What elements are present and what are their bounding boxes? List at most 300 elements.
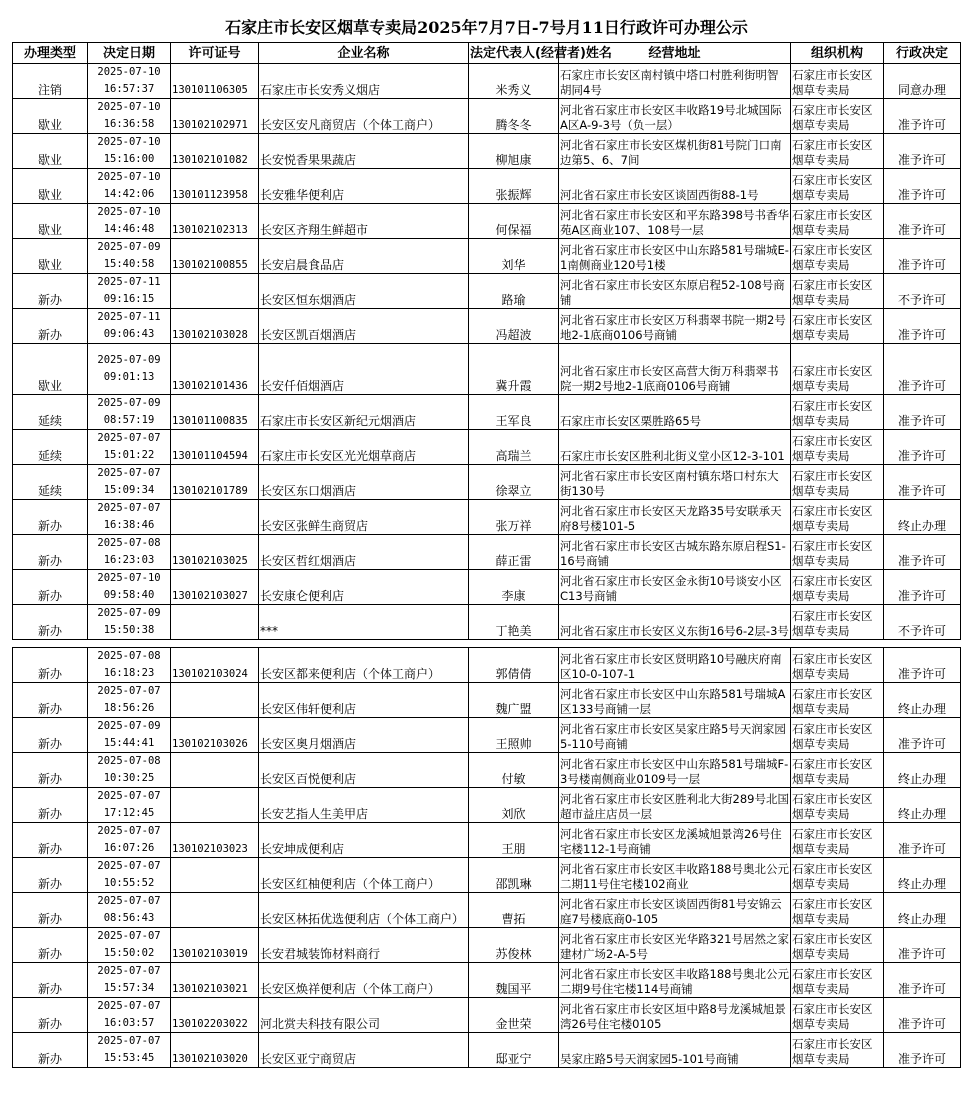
header-company: 企业名称 <box>259 43 469 64</box>
header-type: 办理类型 <box>13 43 88 64</box>
cell-address: 河北省石家庄市长安区南村镇东塔口村东大街130号 <box>559 465 791 500</box>
cell-address: 河北省石家庄市长安区中山东路581号瑞城A区133号商铺一层 <box>559 683 791 718</box>
cell-decision: 准予许可 <box>884 535 961 570</box>
cell-license: 130102101789 <box>171 465 259 500</box>
cell-license <box>171 788 259 823</box>
cell-type: 延续 <box>13 465 88 500</box>
cell-type: 新办 <box>13 858 88 893</box>
cell-license <box>171 605 259 640</box>
cell-person: 邸亚宁 <box>469 1033 559 1068</box>
cell-license: 130102100855 <box>171 239 259 274</box>
decision-date: 2025-07-07 <box>97 930 161 942</box>
table-gap-row <box>13 640 961 648</box>
cell-org: 石家庄市长安区烟草专卖局 <box>791 500 884 535</box>
decision-time: 16:57:37 <box>103 83 155 95</box>
cell-date <box>88 753 171 788</box>
cell-company: 长安仟佰烟酒店 <box>259 344 469 395</box>
decision-date: 2025-07-09 <box>97 397 161 409</box>
cell-org: 石家庄市长安区烟草专卖局 <box>791 395 884 430</box>
cell-type: 新办 <box>13 683 88 718</box>
table-row <box>13 500 961 535</box>
cell-company: 长安区哲红烟酒店 <box>259 535 469 570</box>
cell-company: 长安区凯百烟酒店 <box>259 309 469 344</box>
cell-type: 新办 <box>13 998 88 1033</box>
cell-person: 王照帅 <box>469 718 559 753</box>
cell-type: 延续 <box>13 395 88 430</box>
cell-address: 河北省石家庄市长安区谈固西街81号安锦云庭7号楼底商0-105 <box>559 893 791 928</box>
decision-time: 09:06:43 <box>103 328 155 340</box>
cell-company: 长安区百悦便利店 <box>259 753 469 788</box>
decision-time: 10:30:25 <box>103 772 155 784</box>
cell-license: 130101123958 <box>171 169 259 204</box>
cell-address: 河北省石家庄市长安区和平东路398号书香华苑A区商业107、108号一层 <box>559 204 791 239</box>
cell-person: 丁艳美 <box>469 605 559 640</box>
cell-company: 长安雅华便利店 <box>259 169 469 204</box>
cell-org: 石家庄市长安区烟草专卖局 <box>791 998 884 1033</box>
cell-license: 130102103026 <box>171 718 259 753</box>
decision-date: 2025-07-07 <box>97 790 161 802</box>
table-row <box>13 395 961 430</box>
decision-time: 09:01:13 <box>103 371 155 383</box>
cell-company: 石家庄市长安区光光烟草商店 <box>259 430 469 465</box>
decision-date: 2025-07-11 <box>97 276 161 288</box>
cell-company: 长安区齐翔生鲜超市 <box>259 204 469 239</box>
cell-date <box>88 893 171 928</box>
table-row <box>13 309 961 344</box>
decision-time: 15:16:00 <box>103 153 155 165</box>
cell-company: 长安区东口烟酒店 <box>259 465 469 500</box>
cell-person: 柳旭康 <box>469 134 559 169</box>
cell-address: 河北省石家庄市长安区垣中路8号龙溪城旭景湾26号住宅楼0105 <box>559 998 791 1033</box>
header-address: 经营地址 <box>559 43 791 64</box>
decision-time: 08:57:19 <box>103 414 155 426</box>
cell-type: 新办 <box>13 823 88 858</box>
cell-company: 长安坤成便利店 <box>259 823 469 858</box>
cell-decision: 终止办理 <box>884 753 961 788</box>
cell-license <box>171 893 259 928</box>
decision-date: 2025-07-10 <box>97 572 161 584</box>
cell-type: 歇业 <box>13 239 88 274</box>
cell-company: 长安康仑便利店 <box>259 570 469 605</box>
cell-type: 新办 <box>13 788 88 823</box>
cell-type: 新办 <box>13 500 88 535</box>
cell-org: 石家庄市长安区烟草专卖局 <box>791 788 884 823</box>
cell-company: 长安区伟轩便利店 <box>259 683 469 718</box>
table-row <box>13 753 961 788</box>
cell-address: 河北省石家庄市长安区贤明路10号融庆府南区10-0-107-1 <box>559 648 791 683</box>
decision-date: 2025-07-10 <box>97 206 161 218</box>
cell-type: 新办 <box>13 570 88 605</box>
cell-org: 石家庄市长安区烟草专卖局 <box>791 430 884 465</box>
table-row <box>13 998 961 1033</box>
table-row <box>13 893 961 928</box>
cell-address: 河北省石家庄市长安区谈固西街88-1号 <box>559 169 791 204</box>
cell-company: 长安区红柚便利店（个体工商户） <box>259 858 469 893</box>
cell-decision: 准予许可 <box>884 998 961 1033</box>
cell-person: 李康 <box>469 570 559 605</box>
cell-date <box>88 344 171 395</box>
cell-license: 130102203022 <box>171 998 259 1033</box>
decision-time: 14:42:06 <box>103 188 155 200</box>
table-row <box>13 169 961 204</box>
cell-license: 130101106305 <box>171 64 259 99</box>
cell-org: 石家庄市长安区烟草专卖局 <box>791 963 884 998</box>
decision-date: 2025-07-09 <box>97 607 161 619</box>
cell-type: 新办 <box>13 893 88 928</box>
header-license: 许可证号 <box>171 43 259 64</box>
cell-company: 长安区安凡商贸店（个体工商户） <box>259 99 469 134</box>
cell-license: 130102103019 <box>171 928 259 963</box>
cell-org: 石家庄市长安区烟草专卖局 <box>791 204 884 239</box>
table-row <box>13 344 961 395</box>
cell-person: 米秀义 <box>469 64 559 99</box>
cell-person: 郭倩倩 <box>469 648 559 683</box>
cell-org: 石家庄市长安区烟草专卖局 <box>791 344 884 395</box>
cell-address: 河北省石家庄市长安区高营大街万科翡翠书院一期2号地2-1底商0106号商铺 <box>559 344 791 395</box>
cell-decision: 准予许可 <box>884 169 961 204</box>
cell-person: 魏国平 <box>469 963 559 998</box>
cell-person: 徐翠立 <box>469 465 559 500</box>
decision-date: 2025-07-07 <box>97 965 161 977</box>
cell-decision: 准予许可 <box>884 309 961 344</box>
cell-org: 石家庄市长安区烟草专卖局 <box>791 99 884 134</box>
cell-date <box>88 648 171 683</box>
cell-person: 薛正雷 <box>469 535 559 570</box>
cell-org: 石家庄市长安区烟草专卖局 <box>791 648 884 683</box>
decision-time: 09:58:40 <box>103 589 155 601</box>
cell-date <box>88 1033 171 1068</box>
cell-company: 长安区都来便利店（个体工商户） <box>259 648 469 683</box>
cell-license: 130102101436 <box>171 344 259 395</box>
cell-date <box>88 465 171 500</box>
cell-person: 高瑞兰 <box>469 430 559 465</box>
decision-time: 15:50:38 <box>103 624 155 636</box>
cell-person: 金世荣 <box>469 998 559 1033</box>
cell-date <box>88 430 171 465</box>
cell-decision: 准予许可 <box>884 963 961 998</box>
cell-address: 河北省石家庄市长安区义东街16号6-2层-3号 <box>559 605 791 640</box>
cell-person: 王朋 <box>469 823 559 858</box>
cell-org: 石家庄市长安区烟草专卖局 <box>791 1033 884 1068</box>
cell-license: 130102103025 <box>171 535 259 570</box>
cell-license: 130102102971 <box>171 99 259 134</box>
cell-date <box>88 64 171 99</box>
cell-person: 冯超波 <box>469 309 559 344</box>
decision-time: 18:56:26 <box>103 702 155 714</box>
decision-date: 2025-07-07 <box>97 1000 161 1012</box>
cell-address: 河北省石家庄市长安区古城东路东原启程S1-16号商铺 <box>559 535 791 570</box>
cell-person: 冀升霞 <box>469 344 559 395</box>
license-table <box>12 42 961 1068</box>
table-row <box>13 963 961 998</box>
cell-type: 新办 <box>13 1033 88 1068</box>
cell-company: 长安区亚宁商贸店 <box>259 1033 469 1068</box>
cell-license: 130102103027 <box>171 570 259 605</box>
cell-person: 邵凯琳 <box>469 858 559 893</box>
cell-address: 河北省石家庄市长安区东原启程52-108号商铺 <box>559 274 791 309</box>
cell-date <box>88 134 171 169</box>
decision-date: 2025-07-09 <box>97 241 161 253</box>
cell-company: 长安区林拓优选便利店（个体工商户） <box>259 893 469 928</box>
decision-time: 08:56:43 <box>103 912 155 924</box>
cell-type: 新办 <box>13 963 88 998</box>
cell-decision: 终止办理 <box>884 893 961 928</box>
cell-company: 长安艺指人生美甲店 <box>259 788 469 823</box>
cell-org: 石家庄市长安区烟草专卖局 <box>791 605 884 640</box>
cell-type: 新办 <box>13 718 88 753</box>
cell-decision: 终止办理 <box>884 500 961 535</box>
cell-license <box>171 274 259 309</box>
cell-address: 河北省石家庄市长安区吴家庄路5号天润家园5-110号商铺 <box>559 718 791 753</box>
cell-person: 刘欣 <box>469 788 559 823</box>
table-row <box>13 858 961 893</box>
cell-org: 石家庄市长安区烟草专卖局 <box>791 274 884 309</box>
cell-license <box>171 500 259 535</box>
cell-org: 石家庄市长安区烟草专卖局 <box>791 893 884 928</box>
cell-decision: 准予许可 <box>884 465 961 500</box>
cell-address: 河北省石家庄市长安区中山东路581号瑞城F-3号楼南侧商业0109号一层 <box>559 753 791 788</box>
cell-company: 长安区奥月烟酒店 <box>259 718 469 753</box>
cell-company: 长安区张鲜生商贸店 <box>259 500 469 535</box>
decision-date: 2025-07-07 <box>97 895 161 907</box>
table-row <box>13 648 961 683</box>
cell-address: 河北省石家庄市长安区胜利北大街289号北国超市益庄店员一层 <box>559 788 791 823</box>
cell-decision: 准予许可 <box>884 204 961 239</box>
cell-date <box>88 395 171 430</box>
decision-time: 09:16:15 <box>103 293 155 305</box>
cell-org: 石家庄市长安区烟草专卖局 <box>791 64 884 99</box>
cell-person: 刘华 <box>469 239 559 274</box>
cell-license: 130102103020 <box>171 1033 259 1068</box>
cell-license: 130101100835 <box>171 395 259 430</box>
decision-time: 15:57:34 <box>103 982 155 994</box>
header-org: 组织机构 <box>791 43 884 64</box>
cell-date <box>88 274 171 309</box>
decision-date: 2025-07-10 <box>97 171 161 183</box>
cell-address: 河北省石家庄市长安区龙溪城旭景湾26号住宅楼112-1号商铺 <box>559 823 791 858</box>
table-row <box>13 239 961 274</box>
cell-decision: 准予许可 <box>884 430 961 465</box>
cell-address: 石家庄市长安区栗胜路65号 <box>559 395 791 430</box>
cell-type: 新办 <box>13 309 88 344</box>
table-row <box>13 823 961 858</box>
cell-org: 石家庄市长安区烟草专卖局 <box>791 309 884 344</box>
table-row <box>13 99 961 134</box>
cell-date <box>88 99 171 134</box>
cell-date <box>88 683 171 718</box>
table-row <box>13 1033 961 1068</box>
cell-org: 石家庄市长安区烟草专卖局 <box>791 753 884 788</box>
cell-type: 歇业 <box>13 204 88 239</box>
decision-date: 2025-07-07 <box>97 825 161 837</box>
cell-license: 130101104594 <box>171 430 259 465</box>
table-row <box>13 683 961 718</box>
cell-org: 石家庄市长安区烟草专卖局 <box>791 465 884 500</box>
cell-decision: 终止办理 <box>884 683 961 718</box>
cell-date <box>88 570 171 605</box>
decision-date: 2025-07-10 <box>97 136 161 148</box>
cell-date <box>88 500 171 535</box>
cell-org: 石家庄市长安区烟草专卖局 <box>791 928 884 963</box>
table-row <box>13 134 961 169</box>
cell-address: 河北省石家庄市长安区丰收路188号奥北公元二期11号住宅楼102商业 <box>559 858 791 893</box>
decision-date: 2025-07-07 <box>97 467 161 479</box>
cell-company: *** <box>259 605 469 640</box>
decision-date: 2025-07-08 <box>97 537 161 549</box>
cell-date <box>88 239 171 274</box>
decision-time: 16:18:23 <box>103 667 155 679</box>
cell-decision: 终止办理 <box>884 858 961 893</box>
cell-address: 河北省石家庄市长安区煤机街81号院门口南边第5、6、7间 <box>559 134 791 169</box>
cell-company: 长安启晨食品店 <box>259 239 469 274</box>
cell-license <box>171 683 259 718</box>
decision-time: 15:53:45 <box>103 1052 155 1064</box>
cell-org: 石家庄市长安区烟草专卖局 <box>791 535 884 570</box>
cell-company: 长安君城装饰材料商行 <box>259 928 469 963</box>
cell-org: 石家庄市长安区烟草专卖局 <box>791 823 884 858</box>
cell-org: 石家庄市长安区烟草专卖局 <box>791 683 884 718</box>
table-row <box>13 430 961 465</box>
cell-address: 河北省石家庄市长安区丰收路19号北城国际A区A-9-3号（负一层） <box>559 99 791 134</box>
cell-org: 石家庄市长安区烟草专卖局 <box>791 718 884 753</box>
cell-decision: 同意办理 <box>884 64 961 99</box>
cell-address: 河北省石家庄市长安区万科翡翠书院一期2号地2-1底商0106号商铺 <box>559 309 791 344</box>
cell-date <box>88 169 171 204</box>
table-row <box>13 605 961 640</box>
cell-decision: 准予许可 <box>884 99 961 134</box>
table-row <box>13 274 961 309</box>
cell-type: 新办 <box>13 274 88 309</box>
decision-date: 2025-07-11 <box>97 311 161 323</box>
cell-date <box>88 605 171 640</box>
cell-type: 歇业 <box>13 99 88 134</box>
cell-type: 歇业 <box>13 344 88 395</box>
cell-decision: 不予许可 <box>884 605 961 640</box>
cell-license: 130102103028 <box>171 309 259 344</box>
cell-address: 河北省石家庄市长安区光华路321号居然之家建材广场2-A-5号 <box>559 928 791 963</box>
cell-company: 石家庄市长安秀义烟店 <box>259 64 469 99</box>
decision-date: 2025-07-07 <box>97 1035 161 1047</box>
cell-decision: 准予许可 <box>884 823 961 858</box>
cell-person: 付敏 <box>469 753 559 788</box>
table-row <box>13 788 961 823</box>
table-row <box>13 718 961 753</box>
table-row <box>13 64 961 99</box>
cell-license: 130102103024 <box>171 648 259 683</box>
cell-decision: 准予许可 <box>884 1033 961 1068</box>
decision-time: 15:44:41 <box>103 737 155 749</box>
decision-time: 17:12:45 <box>103 807 155 819</box>
cell-date <box>88 963 171 998</box>
decision-date: 2025-07-10 <box>97 101 161 113</box>
cell-license: 130102103023 <box>171 823 259 858</box>
cell-decision: 准予许可 <box>884 395 961 430</box>
cell-license: 130102103021 <box>171 963 259 998</box>
cell-org: 石家庄市长安区烟草专卖局 <box>791 134 884 169</box>
cell-address: 河北省石家庄市长安区金永街10号谈安小区C13号商铺 <box>559 570 791 605</box>
cell-license <box>171 753 259 788</box>
cell-company: 长安悦香果果蔬店 <box>259 134 469 169</box>
cell-person: 苏俊林 <box>469 928 559 963</box>
decision-time: 15:01:22 <box>103 449 155 461</box>
header-person: 法定代表人(经营者)姓名 <box>469 43 559 64</box>
header-decision: 行政决定 <box>884 43 961 64</box>
cell-type: 延续 <box>13 430 88 465</box>
cell-decision: 准予许可 <box>884 134 961 169</box>
table-row <box>13 204 961 239</box>
cell-decision: 不予许可 <box>884 274 961 309</box>
cell-company: 河北赏夫科技有限公司 <box>259 998 469 1033</box>
cell-date <box>88 998 171 1033</box>
decision-time: 15:40:58 <box>103 258 155 270</box>
table-row <box>13 928 961 963</box>
cell-person: 张万祥 <box>469 500 559 535</box>
cell-type: 新办 <box>13 605 88 640</box>
cell-company: 石家庄市长安区新纪元烟酒店 <box>259 395 469 430</box>
cell-date <box>88 309 171 344</box>
table-row <box>13 465 961 500</box>
cell-decision: 终止办理 <box>884 788 961 823</box>
cell-type: 歇业 <box>13 134 88 169</box>
cell-person: 魏广盟 <box>469 683 559 718</box>
cell-decision: 准予许可 <box>884 570 961 605</box>
cell-person: 腾冬冬 <box>469 99 559 134</box>
cell-decision: 准予许可 <box>884 648 961 683</box>
cell-type: 注销 <box>13 64 88 99</box>
page-title: 石家庄市长安区烟草专卖局2025年7月7日-7号月11日行政许可办理公示 <box>225 18 748 37</box>
cell-org: 石家庄市长安区烟草专卖局 <box>791 858 884 893</box>
cell-date <box>88 823 171 858</box>
cell-address: 河北省石家庄市长安区中山东路581号瑞城E-1南侧商业120号1楼 <box>559 239 791 274</box>
decision-time: 16:38:46 <box>103 519 155 531</box>
cell-type: 新办 <box>13 535 88 570</box>
cell-date <box>88 718 171 753</box>
decision-time: 10:55:52 <box>103 877 155 889</box>
header-date: 决定日期 <box>88 43 171 64</box>
cell-person: 何保福 <box>469 204 559 239</box>
decision-date: 2025-07-07 <box>97 860 161 872</box>
cell-org: 石家庄市长安区烟草专卖局 <box>791 570 884 605</box>
cell-decision: 准予许可 <box>884 928 961 963</box>
decision-date: 2025-07-07 <box>97 432 161 444</box>
decision-date: 2025-07-10 <box>97 66 161 78</box>
cell-license <box>171 858 259 893</box>
cell-person: 路瑜 <box>469 274 559 309</box>
table-row <box>13 535 961 570</box>
decision-date: 2025-07-07 <box>97 502 161 514</box>
cell-type: 新办 <box>13 928 88 963</box>
cell-address: 石家庄市长安区南村镇中塔口村胜利街明智胡同4号 <box>559 64 791 99</box>
cell-date <box>88 858 171 893</box>
decision-time: 15:09:34 <box>103 484 155 496</box>
cell-decision: 准予许可 <box>884 239 961 274</box>
cell-date <box>88 204 171 239</box>
cell-org: 石家庄市长安区烟草专卖局 <box>791 239 884 274</box>
header-row <box>13 43 961 64</box>
cell-company: 长安区焕祥便利店（个体工商户） <box>259 963 469 998</box>
cell-decision: 准予许可 <box>884 718 961 753</box>
decision-time: 16:07:26 <box>103 842 155 854</box>
cell-person: 王军良 <box>469 395 559 430</box>
cell-date <box>88 928 171 963</box>
decision-date: 2025-07-08 <box>97 650 161 662</box>
decision-time: 16:23:03 <box>103 554 155 566</box>
cell-person: 曹拓 <box>469 893 559 928</box>
cell-type: 歇业 <box>13 169 88 204</box>
cell-date <box>88 788 171 823</box>
table-row <box>13 570 961 605</box>
cell-company: 长安区恒东烟酒店 <box>259 274 469 309</box>
